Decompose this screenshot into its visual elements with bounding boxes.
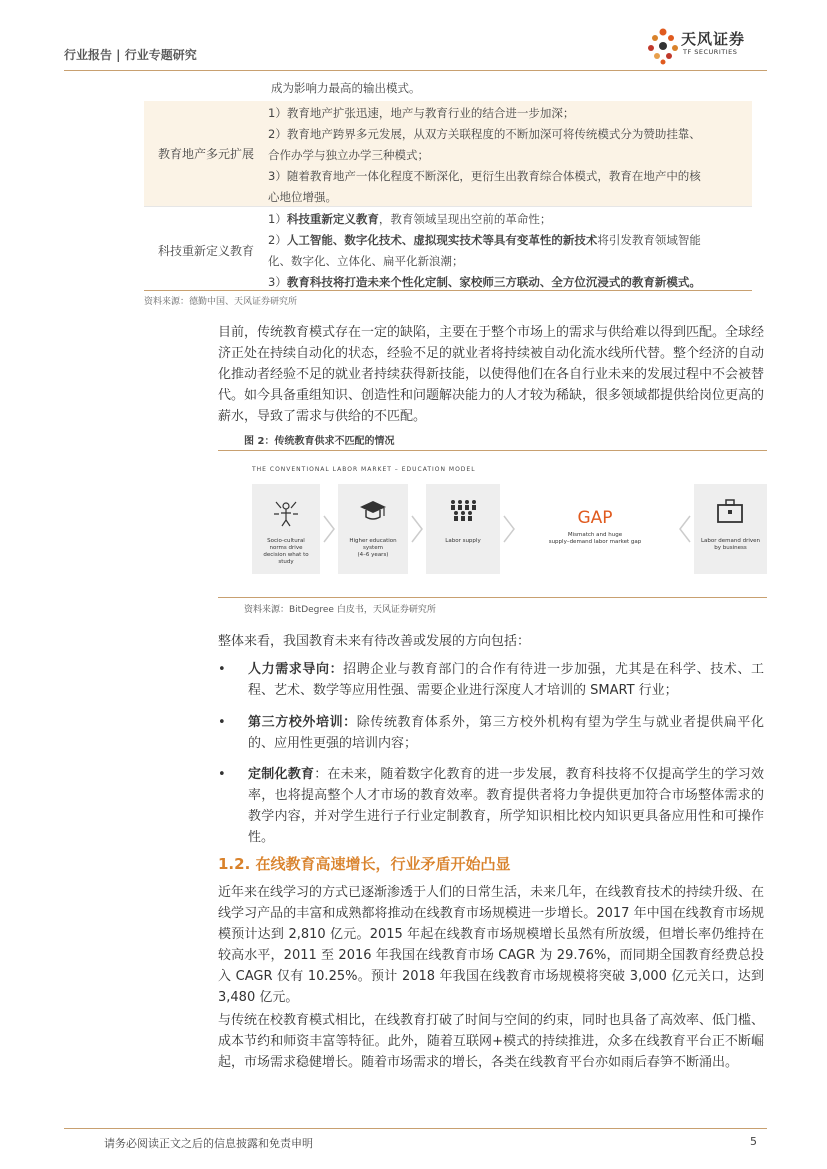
logo (645, 24, 770, 68)
graduation-cap-icon (358, 498, 388, 524)
briefcase-icon (716, 498, 744, 524)
table-line: 化、数字化、立体化、扁平化新浪潮； (268, 254, 464, 268)
crowd-icon (448, 498, 478, 522)
table-line: 2）人工智能、数字化技术、虚拟现实技术等具有变革性的新技术将引发教育领域智能 (268, 233, 701, 247)
list-item: • 第三方校外培训：除传统教育体系外，第三方校外机构有望为学生与就业者提供扁平化的、应用性更强的培训内容； (218, 712, 764, 756)
bullet-icon: • (218, 767, 226, 782)
flow-box-labor-demand: Labor demand driven by business (694, 484, 767, 574)
bullet-icon: • (218, 662, 226, 677)
table-line: 2）教育地产跨界多元发展，从双方关联程度的不断加深可将传统模式分为赞助挂靠、 (268, 127, 701, 141)
figure-source: 资料来源：BitDegree 白皮书，天风证券研究所 (244, 605, 436, 615)
paragraph: 整体来看，我国教育未来有待改善或发展的方向包括： (218, 634, 531, 649)
flow-box-norms: Socio-cultural norms drive decision what to study (252, 484, 320, 574)
breadcrumb: 行业报告 | 行业专题研究 (64, 48, 197, 62)
chevron-right-icon (410, 514, 424, 544)
comparison-table (144, 76, 752, 293)
people-icon (272, 498, 300, 528)
table-line: 心地位增强。 (268, 190, 337, 204)
figure-rule-bottom (218, 597, 767, 598)
figure-heading: THE CONVENTIONAL LABOR MARKET – EDUCATION MODEL (252, 466, 476, 473)
table-line: 3）教育科技将打造未来个性化定制、家校师三方联动、全方位沉浸式的教育新模式。 (268, 275, 701, 289)
flow-box-higher-education: Higher education system (4–6 years) (338, 484, 408, 574)
chevron-left-icon (678, 514, 692, 544)
table-row (144, 76, 752, 101)
figure-title: 图 2：传统教育供求不匹配的情况 (244, 436, 395, 447)
table-line: 1）教育地产扩张迅速，地产与教育行业的结合进一步加深； (268, 106, 575, 120)
logo-flower-icon (645, 24, 681, 68)
table-source: 资料来源：德勤中国、天风证券研究所 (144, 297, 298, 307)
gap-label: Mismatch and huge supply–demand labor market gap (548, 532, 642, 545)
header-rule (64, 70, 767, 71)
table-intro-line: 成为影响力最高的输出模式。 (271, 81, 421, 95)
paragraph: 与传统在校教育模式相比，在线教育打破了时间与空间的约束，同时也具备了高效率、低门槛、成本节约和师资丰富等特征。此外，随着互联网+模式的持续推进，众多在线教育平台正不断崛起，市场需求稳健增长。随着市场需求的增长，各类在线教育平台亦如雨后春笋不断涌出。 (218, 1013, 765, 1070)
footer-rule (64, 1128, 767, 1129)
table-line: 1）科技重新定义教育，教育领域呈现出空前的革命性； (268, 212, 552, 226)
table-line: 3）随着教育地产一体化程度不断深化，更衍生出教育综合体模式，教育在地产中的核 (268, 169, 701, 183)
footer-disclaimer: 请务必阅读正文之后的信息披露和免责申明 (104, 1137, 313, 1150)
table-category: 教育地产多元扩展 (157, 147, 254, 161)
paragraph: 近年来在线学习的方式已逐渐渗透于人们的日常生活，未来几年，在线教育技术的持续升级、在线学习产品的丰富和成熟都将推动在线教育市场规模进一步增长。2017 年中国在线教育市场规模预计达到 2,810 亿元。2015 年起在线教育市场规模增长虽然有所放缓，但增长率仍维持在较高水平，2011 至 2016 年我国在线教育市场 CAGR 为 29.76%，而同期全国教育经费总投入 CAGR 仅有 10.25%。预计 2018 年我国在线教育市场规模将突破 3,000 亿元关口，达到 3,480 亿元。 (218, 885, 765, 1005)
table-row (144, 101, 752, 207)
table-row (144, 207, 752, 293)
table-cell (268, 207, 752, 293)
list-item: • 人力需求导向：招聘企业与教育部门的合作有待进一步加强，尤其是在科学、技术、工程、艺术、数学等应用性强、需要企业进行深度人才培训的 SMART 行业； (218, 659, 764, 703)
figure (252, 462, 767, 592)
section-title: 1.2. 在线教育高速增长，行业矛盾开始凸显 (218, 855, 511, 873)
paragraph: 目前，传统教育模式存在一定的缺陷，主要在于整个市场上的需求与供给难以得到匹配。全球经济正处在持续自动化的状态，经验不足的就业者将持续被自动化流水线所代替。整个经济的自动化推动者经验不足的就业者持续获得新技能，以使得他们在各自行业未来的发展过程中不会被替代。如今具备重组知识、创造性和问题解决能力的人才较为稀缺，很多领域都提供给岗位更高的薪水，导致了需求与供给的不匹配。 (218, 325, 765, 424)
list-item: • 定制化教育：在未来，随着数字化教育的进一步发展，教育科技将不仅提高学生的学习效率，也将提高整个人才市场的教育效率。教育提供者将力争提供更加符合市场整体需求的教学内容，并对学生进行子行业定制教育，所学知识相比校内知识更具备应用性和可操作性。 (218, 764, 764, 850)
page-number: 5 (750, 1135, 757, 1148)
bullet-icon: • (218, 715, 226, 730)
table-rule (144, 290, 752, 291)
logo-subtitle: TF SECURITIES (683, 48, 738, 56)
figure-rule-top (218, 450, 767, 451)
logo-name: 天风证券 (681, 30, 746, 48)
table-category: 科技重新定义教育 (157, 243, 254, 258)
chevron-right-icon (322, 514, 336, 544)
gap-title: GAP (577, 508, 613, 528)
chevron-right-icon (502, 514, 516, 544)
table-line: 合作办学与独立办学三种模式； (268, 148, 429, 162)
gap-block (520, 484, 670, 574)
flow-box-labor-supply: Labor supply (426, 484, 500, 574)
table-cell (268, 101, 752, 206)
